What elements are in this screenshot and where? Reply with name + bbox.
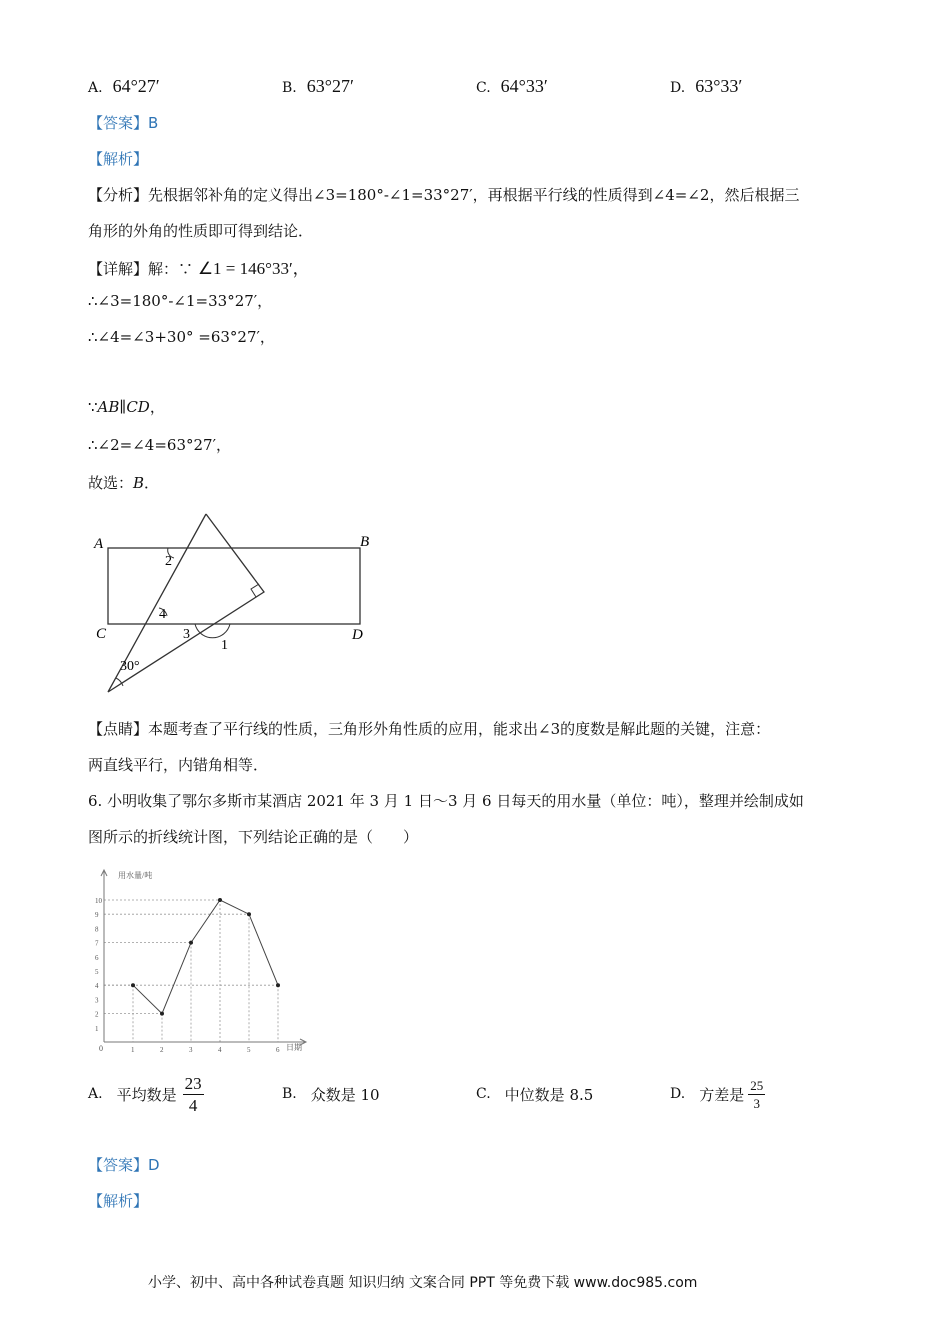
y-tick-label: 6 xyxy=(95,953,99,962)
q6-option-b: B. 众数是 10 xyxy=(282,1085,380,1104)
label-c: C xyxy=(96,626,107,642)
right-angle-mark xyxy=(251,584,259,597)
series-line xyxy=(133,900,278,1014)
data-point xyxy=(131,983,135,987)
q6-option-a: A. 平均数是 $\frac{23}{4}$ xyxy=(88,1073,202,1115)
q5-comment-line1: 【点睛】本题考查了平行线的性质，三角形外角性质的应用，能求出∠3的度数是解此题的关键，注意： xyxy=(88,720,771,738)
q5-step4: ∴∠2=∠4=63°27′， xyxy=(88,436,231,454)
q6-option-a-fraction: $\frac{23}{4}$ xyxy=(184,1073,202,1115)
q5-step2: ∴∠4=∠3+30° =63°27′， xyxy=(88,328,275,346)
chart-ticks xyxy=(95,897,280,1054)
y-tick-label: 5 xyxy=(95,968,99,976)
q5-step1: ∴∠3=180°-∠1=33°27′， xyxy=(88,292,273,310)
water-usage-line-chart xyxy=(88,862,318,1057)
x-tick-label: 2 xyxy=(160,1046,164,1054)
data-point xyxy=(160,1012,164,1016)
x-tick-label: 4 xyxy=(218,1046,222,1054)
chart-axes xyxy=(101,870,306,1045)
q5-option-d: D. 63°33′ xyxy=(670,76,743,96)
chart-series xyxy=(131,898,280,1016)
q6-answer: 【答案】D xyxy=(88,1156,160,1174)
q5-step3: ∵AB∥CD， xyxy=(88,398,165,416)
angle-1-arc xyxy=(195,624,230,638)
q6-option-d-fraction: $\frac{25}{3}$ xyxy=(750,1077,764,1111)
data-point xyxy=(189,941,193,945)
chart-ylabel: 用水量/吨 xyxy=(118,871,153,880)
data-point xyxy=(218,898,222,902)
q6-stem-line1: 6. 小明收集了鄂尔多斯市某酒店 2021 年 3 月 1 日～3 月 6 日每天的用水量（单位：吨），整理并绘制成如 xyxy=(88,792,804,810)
q6-stem-line2: 图所示的折线统计图，下列结论正确的是（ ） xyxy=(88,828,419,846)
q5-geometry-figure xyxy=(88,508,388,698)
y-tick-label: 2 xyxy=(95,1010,99,1019)
label-angle-30: 30° xyxy=(120,659,140,674)
q5-answer: 【答案】B xyxy=(88,114,159,132)
y-tick-label: 4 xyxy=(95,982,99,991)
y-tick-label: 1 xyxy=(95,1024,99,1033)
data-point xyxy=(247,912,251,916)
label-d: D xyxy=(352,627,363,643)
q5-option-a: A. 64°27′ xyxy=(88,76,160,96)
q5-choose: 故选：B． xyxy=(88,474,160,492)
chart-origin: 0 xyxy=(99,1044,103,1053)
rectangle-abcd xyxy=(108,548,360,624)
q5-option-b: B. 63°27′ xyxy=(282,76,354,96)
y-tick-label: 8 xyxy=(95,925,99,934)
q5-fenxi-line1: 【分析】先根据邻补角的定义得出∠3=180°-∠1=33°27′，再根据平行线的性质得到∠4=∠2，然后根据三 xyxy=(88,186,800,204)
q5-comment-line2: 两直线平行，内错角相等． xyxy=(88,756,269,774)
q6-option-d: D. 方差是 $\frac{25}{3}$ xyxy=(670,1077,764,1111)
label-angle-1: 1 xyxy=(221,638,228,653)
q6-analysis-tag: 【解析】 xyxy=(88,1192,149,1210)
x-tick-label: 6 xyxy=(276,1046,280,1054)
y-tick-label: 3 xyxy=(95,996,99,1005)
q6-option-c: C. 中位数是 8.5 xyxy=(476,1085,594,1104)
x-tick-label: 5 xyxy=(247,1046,251,1054)
label-b: B xyxy=(360,534,370,550)
y-tick-label: 9 xyxy=(95,911,99,920)
y-tick-label: 10 xyxy=(95,897,102,905)
page-footer: 小学、初中、高中各种试卷真题 知识归纳 文案合同 PPT 等免费下载 www.doc985.com xyxy=(148,1275,698,1291)
y-tick-label: 7 xyxy=(95,939,99,948)
q5-detail-line: 【详解】解：∵ ∠1 = 146°33′， xyxy=(88,259,310,278)
q5-analysis-tag: 【解析】 xyxy=(88,150,149,168)
q5-option-c: C. 64°33′ xyxy=(476,76,548,96)
chart-xlabel: 日期 xyxy=(286,1043,302,1052)
label-angle-3: 3 xyxy=(183,627,190,642)
x-tick-label: 3 xyxy=(189,1046,193,1054)
label-angle-2: 2 xyxy=(165,554,172,569)
label-a: A xyxy=(94,536,104,552)
q5-fenxi-line2: 角形的外角的性质即可得到结论． xyxy=(88,222,314,240)
data-point xyxy=(276,983,280,987)
label-angle-4: 4 xyxy=(159,607,166,622)
x-tick-label: 1 xyxy=(131,1046,135,1054)
